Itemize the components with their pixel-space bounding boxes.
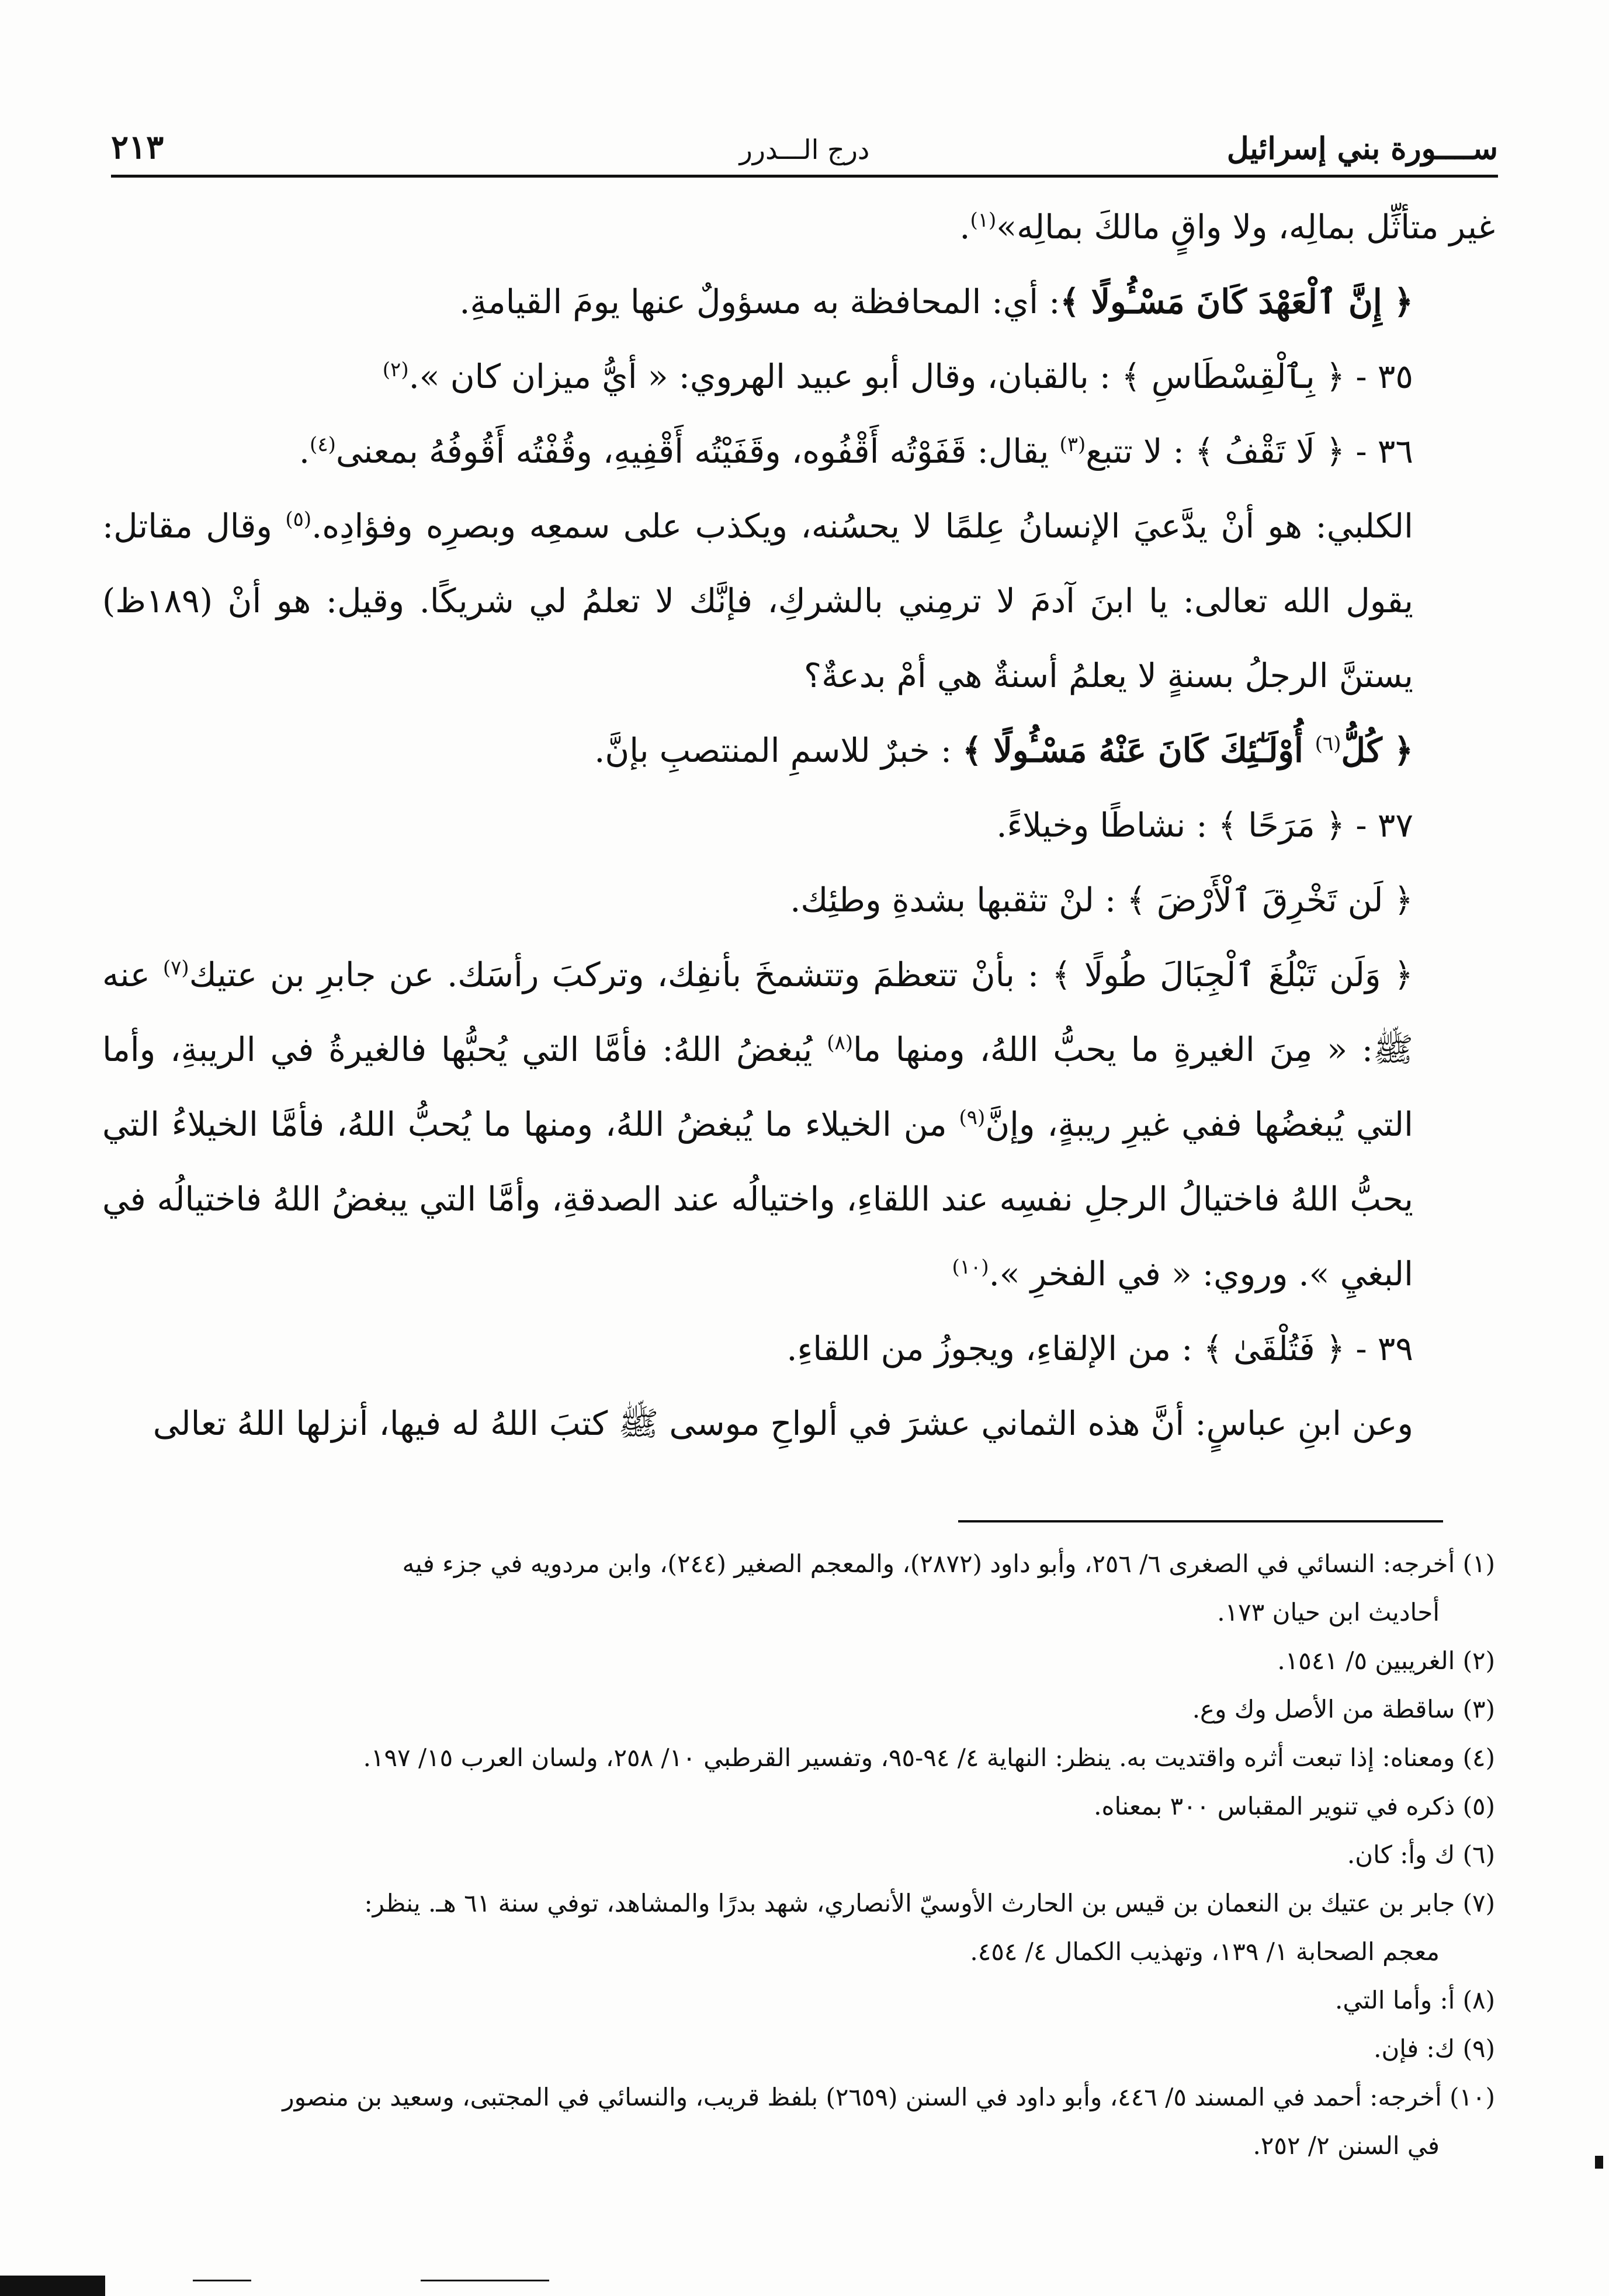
footnotes — [102, 1539, 1495, 2170]
text-line: ﴿ كُلُّ$^{(٦)}$ أُوْلَـٰٓئِكَ كَانَ عَنْهُ مَسْـُٔولًا ﴾ : خبرٌ للاسمِ المنتصبِ بإنَّ. — [594, 731, 1413, 770]
running-header — [111, 102, 1498, 178]
footnote: (٣) ساقطة من الأصل وك وع. — [1192, 1695, 1495, 1723]
text-line: ﴿ لَن تَخْرِقَ ٱلْأَرْضَ ﴾ : لنْ تثقبها بشدةِ وطئِك. — [790, 881, 1413, 920]
scan-artifact — [1595, 2156, 1603, 2169]
scan-artifact — [193, 2280, 251, 2281]
text-paragraph: ﴿ وَلَن تَبْلُغَ ٱلْجِبَالَ طُولًا ﴾ : بأنْ تتعظمَ وتتشمخَ بأنفِك، وتركبَ رأسَك. عن جابرِ بن عتيك$^{(٧)}$ عنه ﷺ: « مِنَ الغيرةِ ما يحبُّ اللهُ، ومنها ما$^{(٨)}$ يُبغضُ اللهُ: فأمَّا التي يُحبُّها فالغيرةُ في الريبةِ، وأما التي يُبغضُها ففي غيرِ ريبةٍ، وإنَّ$^{(٩)}$ من الخيلاء ما يُبغضُ اللهُ، ومنها ما يُحبُّ اللهُ، فأمَّا الخيلاءُ التي يحبُّ اللهُ فاختيالُ الرجلِ نفسِه عند اللقاءِ، واختيالُه عند الصدقةِ، وأمَّا التي يبغضُ اللهُ فاختيالُه في البغيِ ». وروي: « في الفخرِ ».$^{(١٠)}$ — [102, 956, 1414, 1293]
text-line: ٣٥ - ﴿ بِٱلْقِسْطَاسِ ﴾ : بالقبان، وقال أبو عبيد الهروي: « أيُّ ميزان كان ».$^{(٢)}$ — [382, 358, 1413, 396]
text-paragraph: الكلبي: هو أنْ يدَّعيَ الإنسانُ عِلمًا لا يحسُنه، ويكذب على سمعِه وبصرِه وفؤادِه.$^{(٥)}$ وقال مقاتل: يقول الله تعالى: يا ابنَ آدمَ لا ترمِني بالشركِ، فإنَّك لا تعلمُ لي شريكًا. وقيل: هو أنْ (١٨٩ظ) يستنَّ الرجلُ بسنةٍ لا يعلمُ أسنةٌ هي أمْ بدعةٌ؟ — [102, 507, 1414, 695]
footnote: (١) أخرجه: النسائي في الصغرى ٦/ ٢٥٦، وأبو داود (٢٨٧٢)، والمعجم الصغير (٢٤٤)، وابن مردويه في جزء فيه أحاديث ابن حيان ١٧٣. — [402, 1549, 1495, 1626]
scan-artifact — [421, 2280, 549, 2281]
footnote: (٨) أ: وأما التي. — [1335, 1986, 1495, 2014]
footnote: (٦) ك وأ: كان. — [1347, 1840, 1495, 1869]
footnote: (٩) ك: فإن. — [1374, 2034, 1495, 2063]
text-line: ٣٦ - ﴿ لَا تَقْفُ ﴾ : لا تتبع$^{(٣)}$ يقال: قَفَوْتُه أَقْفُوه، وقَفَيْتُه أَقْفِيهِ، وقُفْتُه أَقُوفُهُ بمعنى$^{(٤)}$. — [299, 432, 1413, 471]
text-line: وعن ابنِ عباسٍ: أنَّ هذه الثماني عشرَ في ألواحِ موسى ﷺ كتبَ اللهُ له فيها، أنزلها اللهُ تعالى — [152, 1404, 1413, 1443]
footnote-separator — [958, 1520, 1443, 1522]
footnote: (٧) جابر بن عتيك بن النعمان بن قيس بن الحارث الأوسيّ الأنصاري، شهد بدرًا والمشاهد، توفي سنة ٦١ هـ. ينظر: معجم الصحابة ١/ ١٣٩، وتهذيب الكمال ٤/ ٤٥٤. — [364, 1889, 1495, 1966]
page-number: ٢١٣ — [111, 128, 164, 167]
text-line: ٣٧ - ﴿ مَرَحًا ﴾ : نشاطًا وخيلاءً. — [996, 806, 1413, 845]
footnote: (١٠) أخرجه: أحمد في المسند ٥/ ٤٤٦، وأبو داود في السنن (٢٦٥٩) بلفظ قريب، والنسائي في المجتبى، وسعيد بن منصور في السنن ٢/ ٢٥٢. — [282, 2083, 1495, 2160]
scan-artifact — [0, 2276, 105, 2296]
footnote: (٤) ومعناه: إذا تبعت أثره واقتديت به. ينظر: النهاية ٤/ ٩٤-٩٥، وتفسير القرطبي ١٠/ ٢٥٨، ولسان العرب ١٥/ ١٩٧. — [363, 1743, 1495, 1772]
book-title: درج الـــدرر — [739, 134, 870, 165]
surah-title: ســــورة بني إسرائيل — [1226, 131, 1498, 167]
text-line: ﴿ إِنَّ ٱلْعَهْدَ كَانَ مَسْـُٔولًا ﴾: أي: المحافظة به مسؤولٌ عنها يومَ القيامةِ. — [459, 282, 1413, 321]
text-line: غير متأثِّل بمالِه، ولا واقٍ مالكَ بمالِه»$^{(١)}$. — [959, 208, 1495, 247]
footnote: (٢) الغريبين ٥/ ١٥٤١. — [1277, 1646, 1495, 1675]
main-text — [102, 190, 1495, 1461]
footnote: (٥) ذكره في تنوير المقباس ٣٠٠ بمعناه. — [1094, 1792, 1495, 1820]
text-line: ٣٩ - ﴿ فَتُلْقَىٰ ﴾ : من الإلقاءِ، ويجوزُ من اللقاءِ. — [786, 1330, 1413, 1368]
